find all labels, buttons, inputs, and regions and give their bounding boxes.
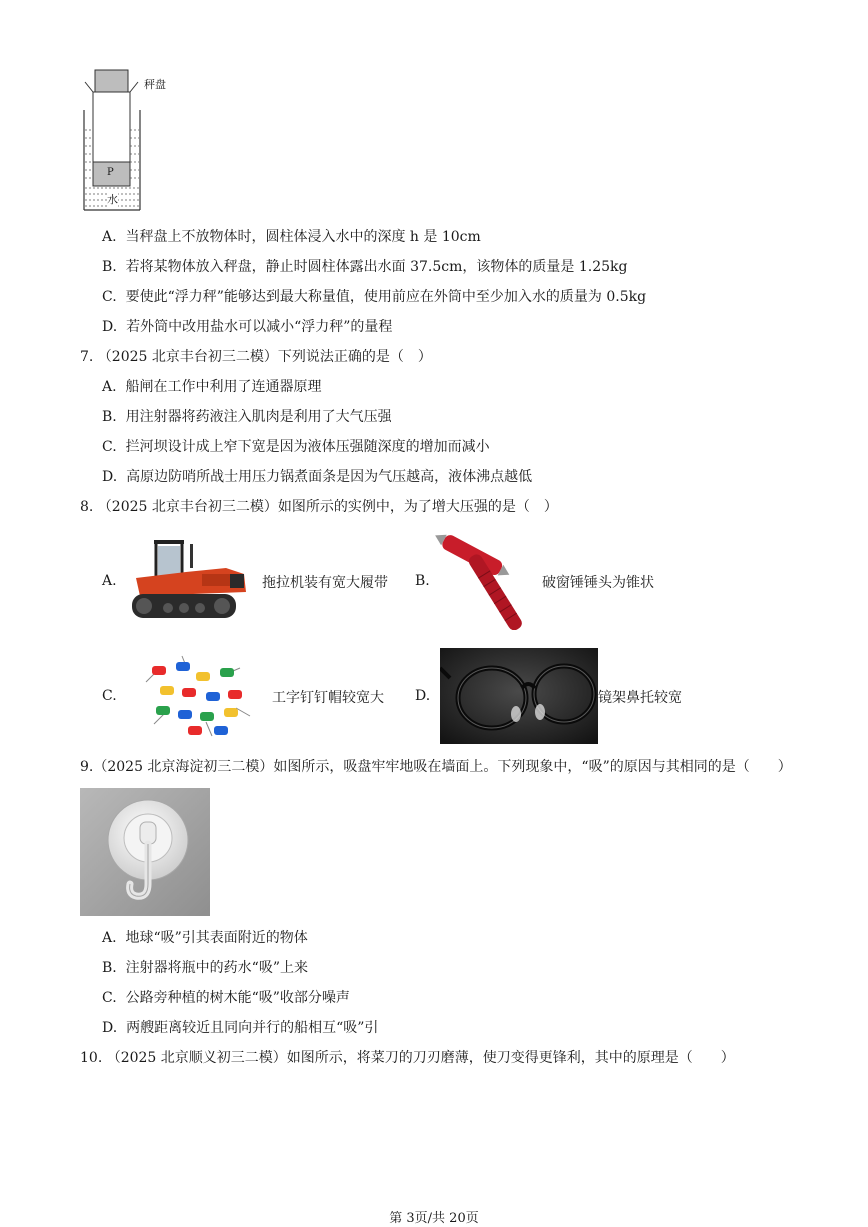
option-letter: D. [102,319,118,335]
option-letter: D. [102,469,118,485]
page-footer: 第 3页/共 20页 [389,1211,479,1226]
q6-option-c [102,287,646,307]
option-text: 若将某物体放入秤盘，静止时圆柱体露出水面 37.5cm，该物体的质量是 1.25kg [125,259,628,275]
option-text: 拖拉机装有宽大履带 [262,575,388,591]
q6-option-b [102,257,627,277]
option-letter: B. [102,259,117,275]
option-letter: C. [102,990,117,1006]
water-label: 水 [107,193,118,206]
q7-option-d [102,467,532,487]
safety-hammer-image [434,532,544,630]
option-text: 拦河坝设计成上窄下宽是因为液体压强随深度的增加而减小 [125,439,490,455]
option-letter: B. [102,960,117,976]
option-text: 公路旁种植的树木能“吸”收部分噪声 [125,990,350,1006]
option-text: 注射器将瓶中的药水“吸”上来 [125,960,308,976]
option-text: 高原边防哨所战士用压力锅煮面条是因为气压越高，液体沸点越低 [126,469,533,485]
option-letter: D. [415,688,431,704]
q7-option-a [102,377,321,397]
option-text: 破窗锤锤头为锥状 [542,575,654,591]
q9-stem: 9.（2025 北京海淀初三二模）如图所示，吸盘牢牢地吸在墙面上。下列现象中，“吸”的原因与其相同的是（ ） [80,759,792,775]
option-text: 船闸在工作中利用了连通器原理 [125,379,322,395]
q9-option-b [102,958,308,978]
option-letter: A. [102,379,117,395]
q9-option-d [102,1018,378,1038]
option-letter: C. [102,439,117,455]
option-text: 镜架鼻托较宽 [598,690,682,706]
option-letter: B. [102,409,117,425]
tractor-image [126,530,254,630]
option-letter: D. [102,1020,118,1036]
q7-option-c [102,437,490,457]
push-pins-image [136,652,260,742]
option-letter: C. [102,688,117,704]
pan-label: 秤盘 [144,78,166,91]
option-text: 两艘距离较近且同向并行的船相互“吸”引 [126,1020,379,1036]
q6-option-d [102,317,392,337]
q7-stem: 7. （2025 北京丰台初三二模）下列说法正确的是（ ） [80,349,432,365]
suction-cup-hook-image [80,788,210,916]
q10-stem: 10. （2025 北京顺义初三二模）如图所示，将菜刀的刀刃磨薄，使刀变得更锋利，其中的原理是（ ） [80,1050,735,1066]
option-letter: A. [102,930,117,946]
q9-option-a [102,928,308,948]
option-text: 地球“吸”引其表面附近的物体 [125,930,308,946]
option-text: 工字钉钉帽较宽大 [272,690,384,706]
option-letter: C. [102,289,117,305]
p-label: P [107,167,114,178]
option-letter: A. [102,229,117,245]
option-letter: A. [102,573,117,589]
option-text: 用注射器将药液注入肌肉是利用了大气压强 [125,409,392,425]
option-text: 若外筒中改用盐水可以减小“浮力秤”的量程 [126,319,393,335]
q8-stem: 8. （2025 北京丰台初三二模）如图所示的实例中，为了增大压强的是（ ） [80,499,558,515]
option-text: 当秤盘上不放物体时，圆柱体浸入水中的深度 h 是 10cm [125,229,481,245]
q6-option-a [102,227,481,247]
option-text: 要使此“浮力秤”能够达到最大称量值，使用前应在外筒中至少加入水的质量为 0.5kg [125,289,647,305]
option-letter: B. [415,573,430,589]
eyeglasses-image [440,648,598,744]
q9-option-c [102,988,350,1008]
q7-option-b [102,407,392,427]
